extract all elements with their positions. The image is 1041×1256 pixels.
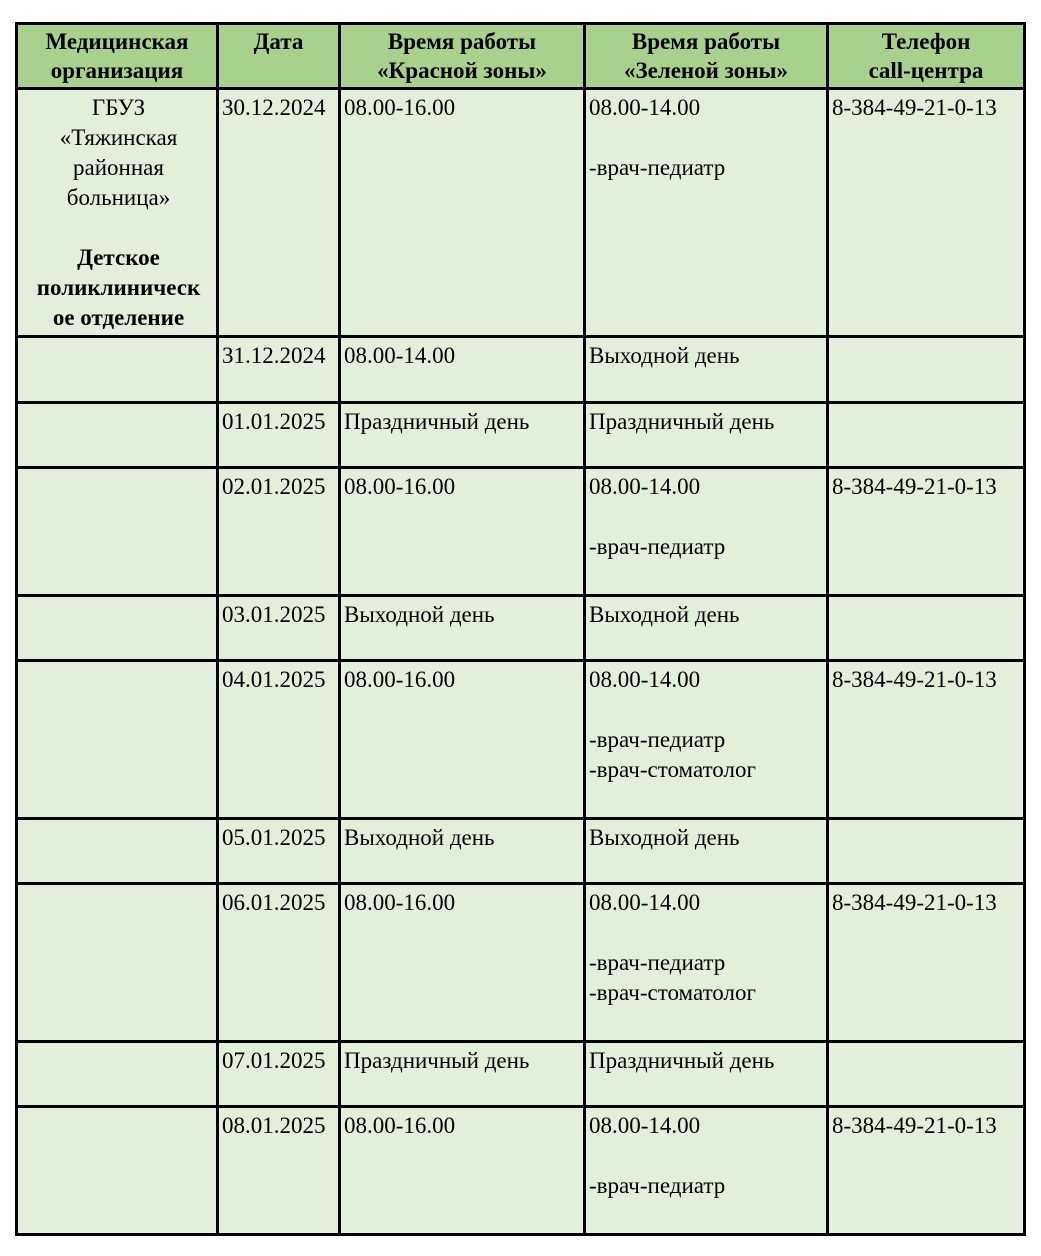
table-row: [17, 819, 1025, 884]
cell-green-zone: [585, 468, 828, 596]
table-body: [17, 89, 1025, 1235]
green-zone-time: 08.00-14.00: [589, 667, 701, 692]
cell-organization: [17, 661, 218, 819]
green-zone-staff: -врач-стоматолог: [589, 757, 756, 782]
cell-red-zone: Выходной день: [340, 596, 585, 661]
cell-phone: 8-384-49-21-0-13: [828, 468, 1025, 596]
green-zone-gap: [589, 695, 826, 725]
org-name-line: районная: [73, 155, 164, 180]
org-name-line: «Тяжинская: [59, 125, 178, 150]
cell-organization: [17, 596, 218, 661]
table-row: [17, 1042, 1025, 1107]
cell-green-zone: [585, 337, 828, 403]
header-green-line: «Зеленой зоны»: [623, 58, 789, 83]
cell-red-zone: 08.00-16.00: [340, 661, 585, 819]
org-dept-line: поликлиническ: [36, 275, 201, 300]
green-zone-gap: [589, 1141, 826, 1171]
table-row: [17, 661, 1025, 819]
green-zone-time: 08.00-14.00: [589, 474, 701, 499]
cell-phone: [828, 596, 1025, 661]
table-row: [17, 403, 1025, 468]
cell-green-zone: [585, 596, 828, 661]
table-header: [17, 24, 1025, 89]
header-red-line: «Красной зоны»: [377, 58, 547, 83]
green-zone-staff: -врач-педиатр: [589, 950, 726, 975]
cell-green-zone: [585, 661, 828, 819]
header-date: [218, 24, 340, 89]
table-row: [17, 1107, 1025, 1235]
cell-phone: 8-384-49-21-0-13: [828, 89, 1025, 337]
header-phone-line: call-центра: [868, 58, 984, 83]
cell-red-zone: Праздничный день: [340, 1042, 585, 1107]
cell-date: 06.01.2025: [218, 884, 340, 1042]
cell-date: 03.01.2025: [218, 596, 340, 661]
cell-organization: [17, 819, 218, 884]
cell-green-zone: [585, 1107, 828, 1235]
header-green-zone: [585, 24, 828, 89]
cell-phone: 8-384-49-21-0-13: [828, 1107, 1025, 1235]
cell-green-zone: [585, 89, 828, 337]
header-org-line: Медицинская: [45, 29, 189, 54]
header-org: [17, 24, 218, 89]
cell-organization: [17, 337, 218, 403]
cell-red-zone: 08.00-16.00: [340, 884, 585, 1042]
table-row: [17, 468, 1025, 596]
green-zone-time: Выходной день: [589, 343, 740, 368]
cell-date: 01.01.2025: [218, 403, 340, 468]
cell-phone: [828, 819, 1025, 884]
cell-organization: [17, 468, 218, 596]
cell-phone: [828, 337, 1025, 403]
green-zone-time: Выходной день: [589, 825, 740, 850]
green-zone-staff: -врач-педиатр: [589, 727, 726, 752]
green-zone-staff: -врач-педиатр: [589, 534, 726, 559]
org-name-line: ГБУЗ: [91, 95, 146, 120]
cell-organization: [17, 89, 218, 337]
org-dept-line: Детское: [77, 245, 160, 270]
cell-red-zone: 08.00-16.00: [340, 89, 585, 337]
header-org-line: организация: [50, 58, 184, 83]
cell-red-zone: 08.00-16.00: [340, 1107, 585, 1235]
green-zone-time: 08.00-14.00: [589, 95, 701, 120]
header-phone: [828, 24, 1025, 89]
table-row: [17, 596, 1025, 661]
green-zone-time: Праздничный день: [589, 1048, 775, 1073]
green-zone-gap: [589, 123, 826, 153]
cell-organization: [17, 1042, 218, 1107]
cell-green-zone: [585, 884, 828, 1042]
green-zone-time: Выходной день: [589, 602, 740, 627]
green-zone-time: Праздничный день: [589, 409, 775, 434]
header-row: [17, 24, 1025, 89]
header-green-line: Время работы: [631, 29, 781, 54]
header-date-line: Дата: [253, 29, 304, 54]
green-zone-time: 08.00-14.00: [589, 890, 701, 915]
cell-phone: [828, 403, 1025, 468]
cell-phone: 8-384-49-21-0-13: [828, 884, 1025, 1042]
cell-date: 02.01.2025: [218, 468, 340, 596]
org-dept-line: ое отделение: [52, 305, 185, 330]
cell-green-zone: [585, 403, 828, 468]
table-row: [17, 89, 1025, 337]
cell-date: 04.01.2025: [218, 661, 340, 819]
green-zone-gap: [589, 918, 826, 948]
cell-green-zone: [585, 819, 828, 884]
cell-phone: 8-384-49-21-0-13: [828, 661, 1025, 819]
cell-date: 05.01.2025: [218, 819, 340, 884]
table-row: [17, 884, 1025, 1042]
cell-date: 08.01.2025: [218, 1107, 340, 1235]
header-phone-line: Телефон: [881, 29, 971, 54]
cell-red-zone: 08.00-16.00: [340, 468, 585, 596]
cell-date: 31.12.2024: [218, 337, 340, 403]
green-zone-staff: -врач-педиатр: [589, 1173, 726, 1198]
cell-organization: [17, 403, 218, 468]
green-zone-staff: -врач-педиатр: [589, 155, 726, 180]
cell-red-zone: Праздничный день: [340, 403, 585, 468]
cell-phone: [828, 1042, 1025, 1107]
header-red-line: Время работы: [387, 29, 537, 54]
green-zone-time: 08.00-14.00: [589, 1113, 701, 1138]
schedule-table: [15, 22, 1026, 1236]
cell-red-zone: 08.00-14.00: [340, 337, 585, 403]
green-zone-staff: -врач-стоматолог: [589, 980, 756, 1005]
cell-green-zone: [585, 1042, 828, 1107]
header-red-zone: [340, 24, 585, 89]
cell-date: 07.01.2025: [218, 1042, 340, 1107]
org-name-line: больница»: [66, 185, 171, 210]
cell-date: 30.12.2024: [218, 89, 340, 337]
green-zone-gap: [589, 502, 826, 532]
table-row: [17, 337, 1025, 403]
cell-organization: [17, 884, 218, 1042]
org-gap: [21, 213, 216, 243]
cell-organization: [17, 1107, 218, 1235]
cell-red-zone: Выходной день: [340, 819, 585, 884]
